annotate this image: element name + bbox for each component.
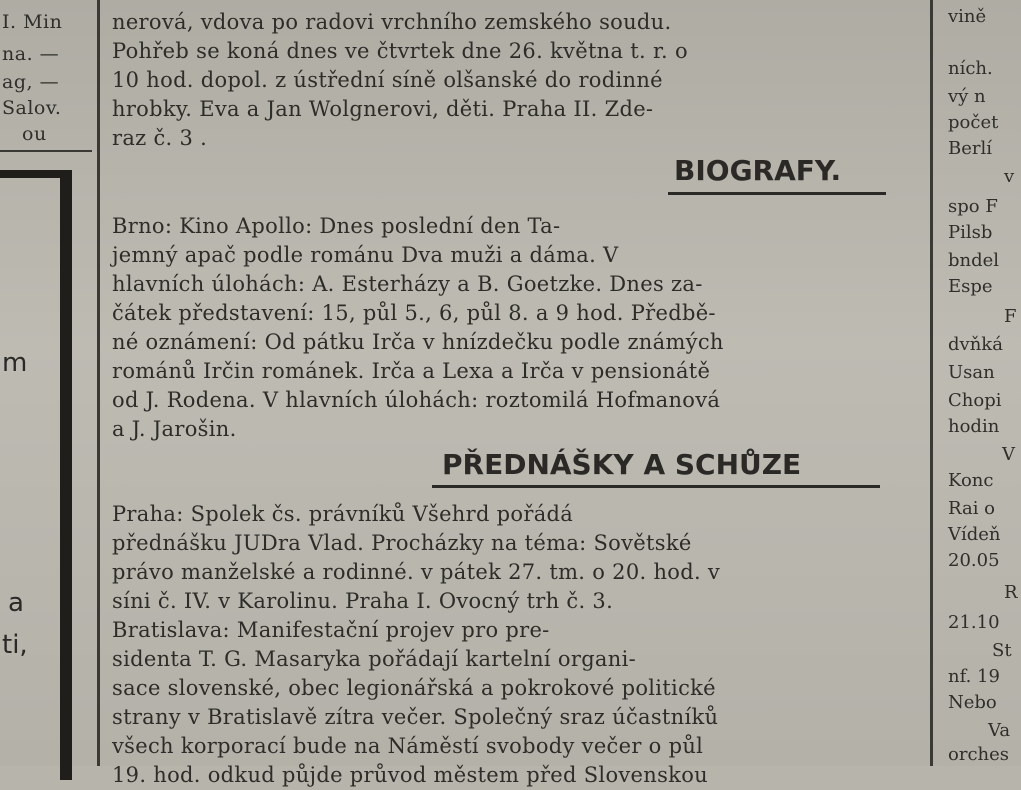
text-line: sidenta T. G. Masaryka pořádají kartelní organi- (112, 647, 636, 671)
left-box-frame (0, 170, 72, 780)
right-line: počet (948, 112, 999, 133)
right-line: orches (948, 744, 1010, 765)
text-line: né oznámení: Od pátku Irča v hnízdečku podle známých (112, 330, 724, 354)
left-box-letter: a (8, 588, 24, 618)
text-line: 19. hod. odkud půjde průvod městem před Slovenskou (112, 763, 708, 787)
right-line: Nebo (948, 692, 997, 713)
text-line: hlavních úlohách: A. Esterházy a B. Goetzke. Dnes za- (112, 272, 703, 296)
right-line: ních. (948, 58, 993, 79)
main-column (112, 0, 927, 787)
text-line: sace slovenské, obec legionářská a pokrokové politické (112, 676, 716, 700)
right-line: Espe (948, 276, 993, 297)
right-column (938, 0, 1021, 766)
text-line: hrobky. Eva a Jan Wolgnerovi, děti. Praha II. Zde- (112, 97, 654, 121)
right-line: vý n (948, 86, 986, 107)
left-line: na. — (2, 43, 60, 65)
column-rule-left (97, 0, 100, 766)
right-line: 20.05 (948, 550, 1000, 571)
right-line: Vídeň (948, 524, 1001, 545)
right-line: Pilsb (948, 222, 993, 243)
heading-prednasky: PŘEDNÁŠKY A SCHŮZE (442, 448, 802, 481)
text-line: přednášku JUDra Vlad. Procházky na téma: Sovětské (112, 531, 692, 555)
text-line: síni č. IV. v Karolinu. Praha I. Ovocný trh č. 3. (112, 589, 614, 613)
text-line: od J. Rodena. V hlavních úlohách: roztomilá Hofmanová (112, 388, 721, 412)
text-line: Praha: Spolek čs. právníků Všehrd pořádá (112, 502, 574, 526)
heading-biografy: BIOGRAFY. (674, 154, 842, 187)
right-line: hodin (948, 416, 1000, 437)
left-box-letter: m (2, 348, 28, 378)
text-line: strany v Bratislavě zítra večer. Společný sraz účastníků (112, 705, 719, 729)
right-line: Chopi (948, 390, 1002, 411)
heading-underline (668, 192, 886, 195)
right-line: St (992, 640, 1012, 661)
left-line: I. Min (2, 11, 63, 33)
text-line: Bratislava: Manifestační projev pro pre- (112, 618, 550, 642)
left-column (0, 0, 92, 766)
text-line: a J. Jarošin. (112, 417, 237, 441)
right-line: Konc (948, 470, 994, 491)
right-line: R (1004, 582, 1018, 603)
left-line: ag, — (2, 71, 60, 93)
text-line: románů Irčin románek. Irča a Lexa a Irča v pensionátě (112, 359, 711, 383)
right-line: bndel (948, 250, 1000, 271)
right-line: vině (948, 6, 987, 27)
right-line: Berlí (948, 138, 992, 159)
text-line: všech korporací bude na Náměstí svobody večer o půl (112, 734, 704, 758)
text-line: nerová, vdova po radovi vrchního zemského soudu. (112, 10, 672, 34)
right-line: spo F (948, 196, 998, 217)
right-line: nf. 19 (948, 666, 1000, 687)
right-line: V (1002, 444, 1015, 465)
text-line: Brno: Kino Apollo: Dnes poslední den Ta- (112, 214, 561, 238)
right-line: dvňká (948, 334, 1003, 355)
right-line: v (1004, 166, 1015, 187)
right-line: 21.10 (948, 612, 1000, 633)
left-line: ou (22, 123, 47, 145)
right-line: Va (988, 720, 1011, 741)
left-box-letter: ti, (2, 630, 28, 660)
right-line: Rai o (948, 498, 996, 519)
text-line: jemný apač podle románu Dva muži a dáma. V (112, 243, 619, 267)
text-line: čátek představení: 15, půl 5., 6, půl 8. a 9 hod. Předbě- (112, 301, 716, 325)
heading-underline (432, 485, 880, 488)
right-line: F (1004, 306, 1017, 327)
column-rule-right (930, 0, 933, 766)
text-line: 10 hod. dopol. z ústřední síně olšanské do rodinné (112, 68, 663, 92)
left-divider (0, 150, 92, 152)
text-line: raz č. 3 . (112, 126, 208, 150)
right-line: Usan (948, 362, 995, 383)
text-line: právo manželské a rodinné. v pátek 27. tm. o 20. hod. v (112, 560, 721, 584)
text-line: Pohřeb se koná dnes ve čtvrtek dne 26. května t. r. o (112, 39, 688, 63)
left-line: Salov. (2, 97, 62, 119)
